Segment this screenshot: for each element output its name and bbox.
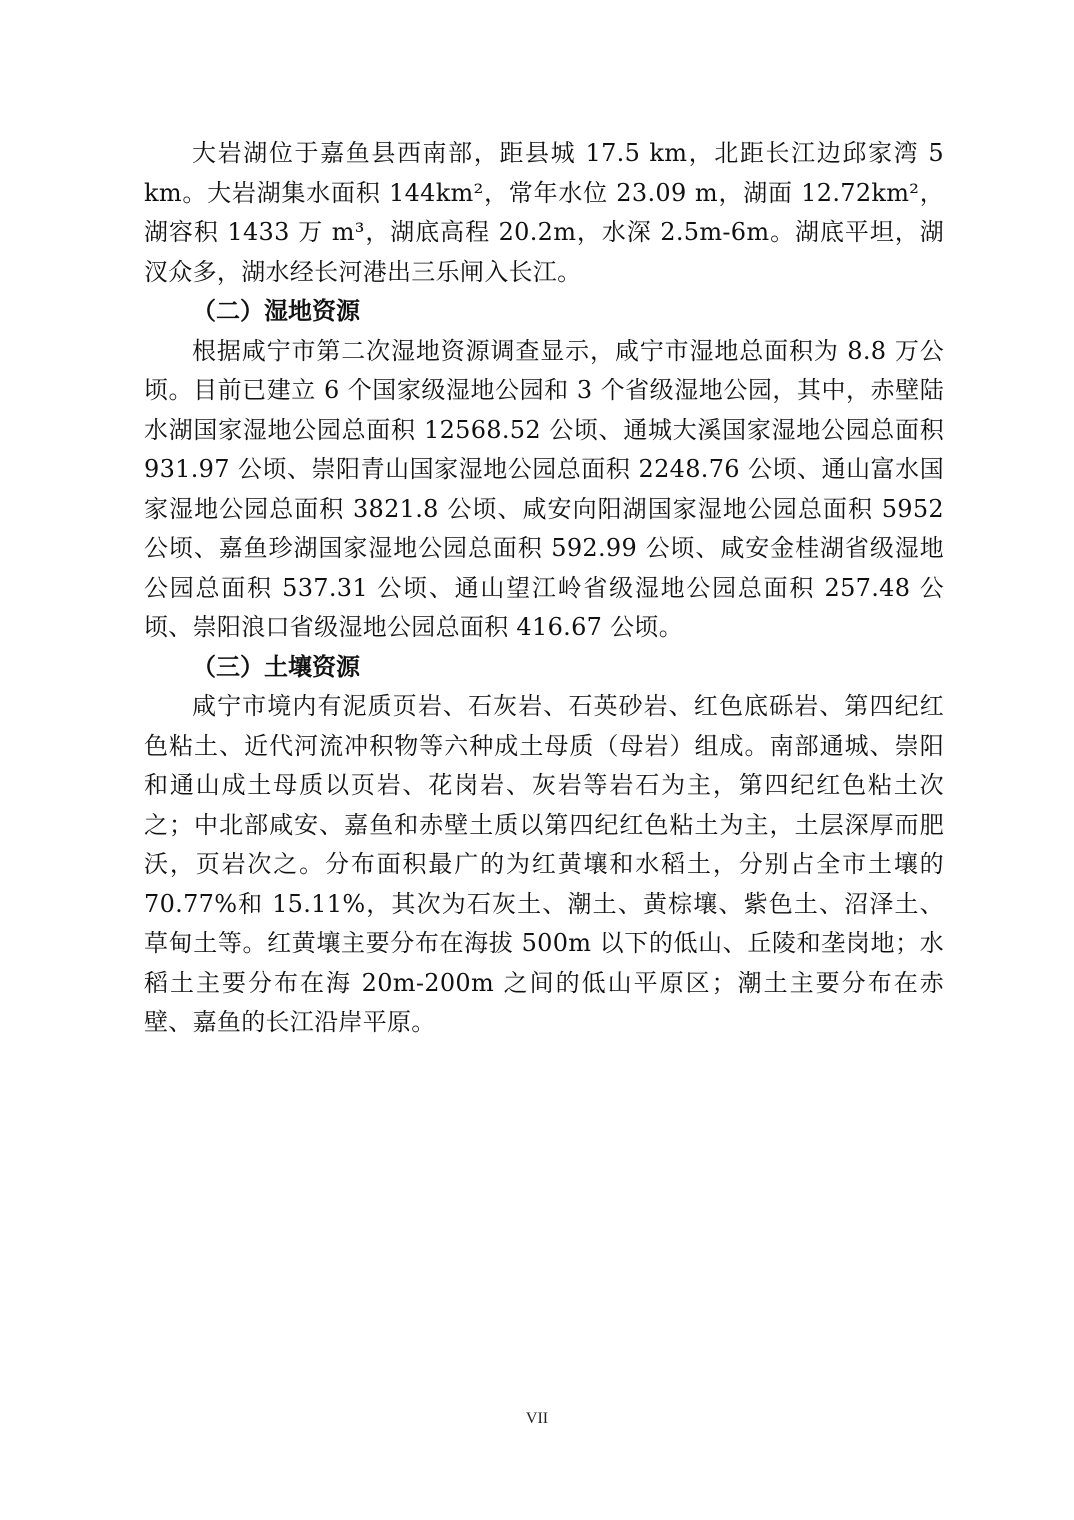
paragraph-wetland-resources: 根据咸宁市第二次湿地资源调查显示，咸宁市湿地总面积为 8.8 万公顷。目前已建立 6 个国家级湿地公园和 3 个省级湿地公园，其中，赤壁陆水湖国家湿地公园总面积 12568.52 公顷、通城大溪国家湿地公园总面积 931.97 公顷、崇阳青山国家湿地公园总面积 2248.76 公顷、通山富水国家湿地公园总面积 3821.8 公顷、咸安向阳湖国家湿地公园总面积 5952 公顷、嘉鱼珍湖国家湿地公园总面积 592.99 公顷、咸安金桂湖省级湿地公园总面积 537.31 公顷、通山望江岭省级湿地公园总面积 257.48 公顷、崇阳浪口省级湿地公园总面积 416.67 公顷。 [144,336,944,641]
section-heading-soil-resources: （三）土壤资源 [192,652,360,681]
section-heading-wetland-resources: （二）湿地资源 [192,297,360,325]
paragraph-soil-resources: 咸宁市境内有泥质页岩、石灰岩、石英砂岩、红色底砾岩、第四纪红色粘土、近代河流冲积物等六种成土母质（母岩）组成。南部通城、崇阳和通山成土母质以页岩、花岗岩、灰岩等岩石为主，第四纪红色粘土次之；中北部咸安、嘉鱼和赤壁土质以第四纪红色粘土为主，土层深厚而肥沃，页岩次之。分布面积最广的为红黄壤和水稻土，分别占全市土壤的 70.77%和 15.11%，其次为石灰土、潮土、黄棕壤、紫色土、沼泽土、草甸土等。红黄壤主要分布在海拔 500m 以下的低山、丘陵和垄岗地；水稻土主要分布在海 20m-200m 之间的低山平原区；潮土主要分布在赤壁、嘉鱼的长江沿岸平原。 [144,692,944,1036]
paragraph-dayan-lake: 大岩湖位于嘉鱼县西南部，距县城 17.5 km，北距长江边邱家湾 5 km。大岩湖集水面积 144km²，常年水位 23.09 m，湖面 12.72km²，湖容积 1433 万 m³，湖底高程 20.2m，水深 2.5m-6m。湖底平坦，湖汊众多，湖水经长河港出三乐闸入长江。 [144,139,944,286]
page-number: VII [525,1410,549,1427]
page-body [144,134,944,1043]
